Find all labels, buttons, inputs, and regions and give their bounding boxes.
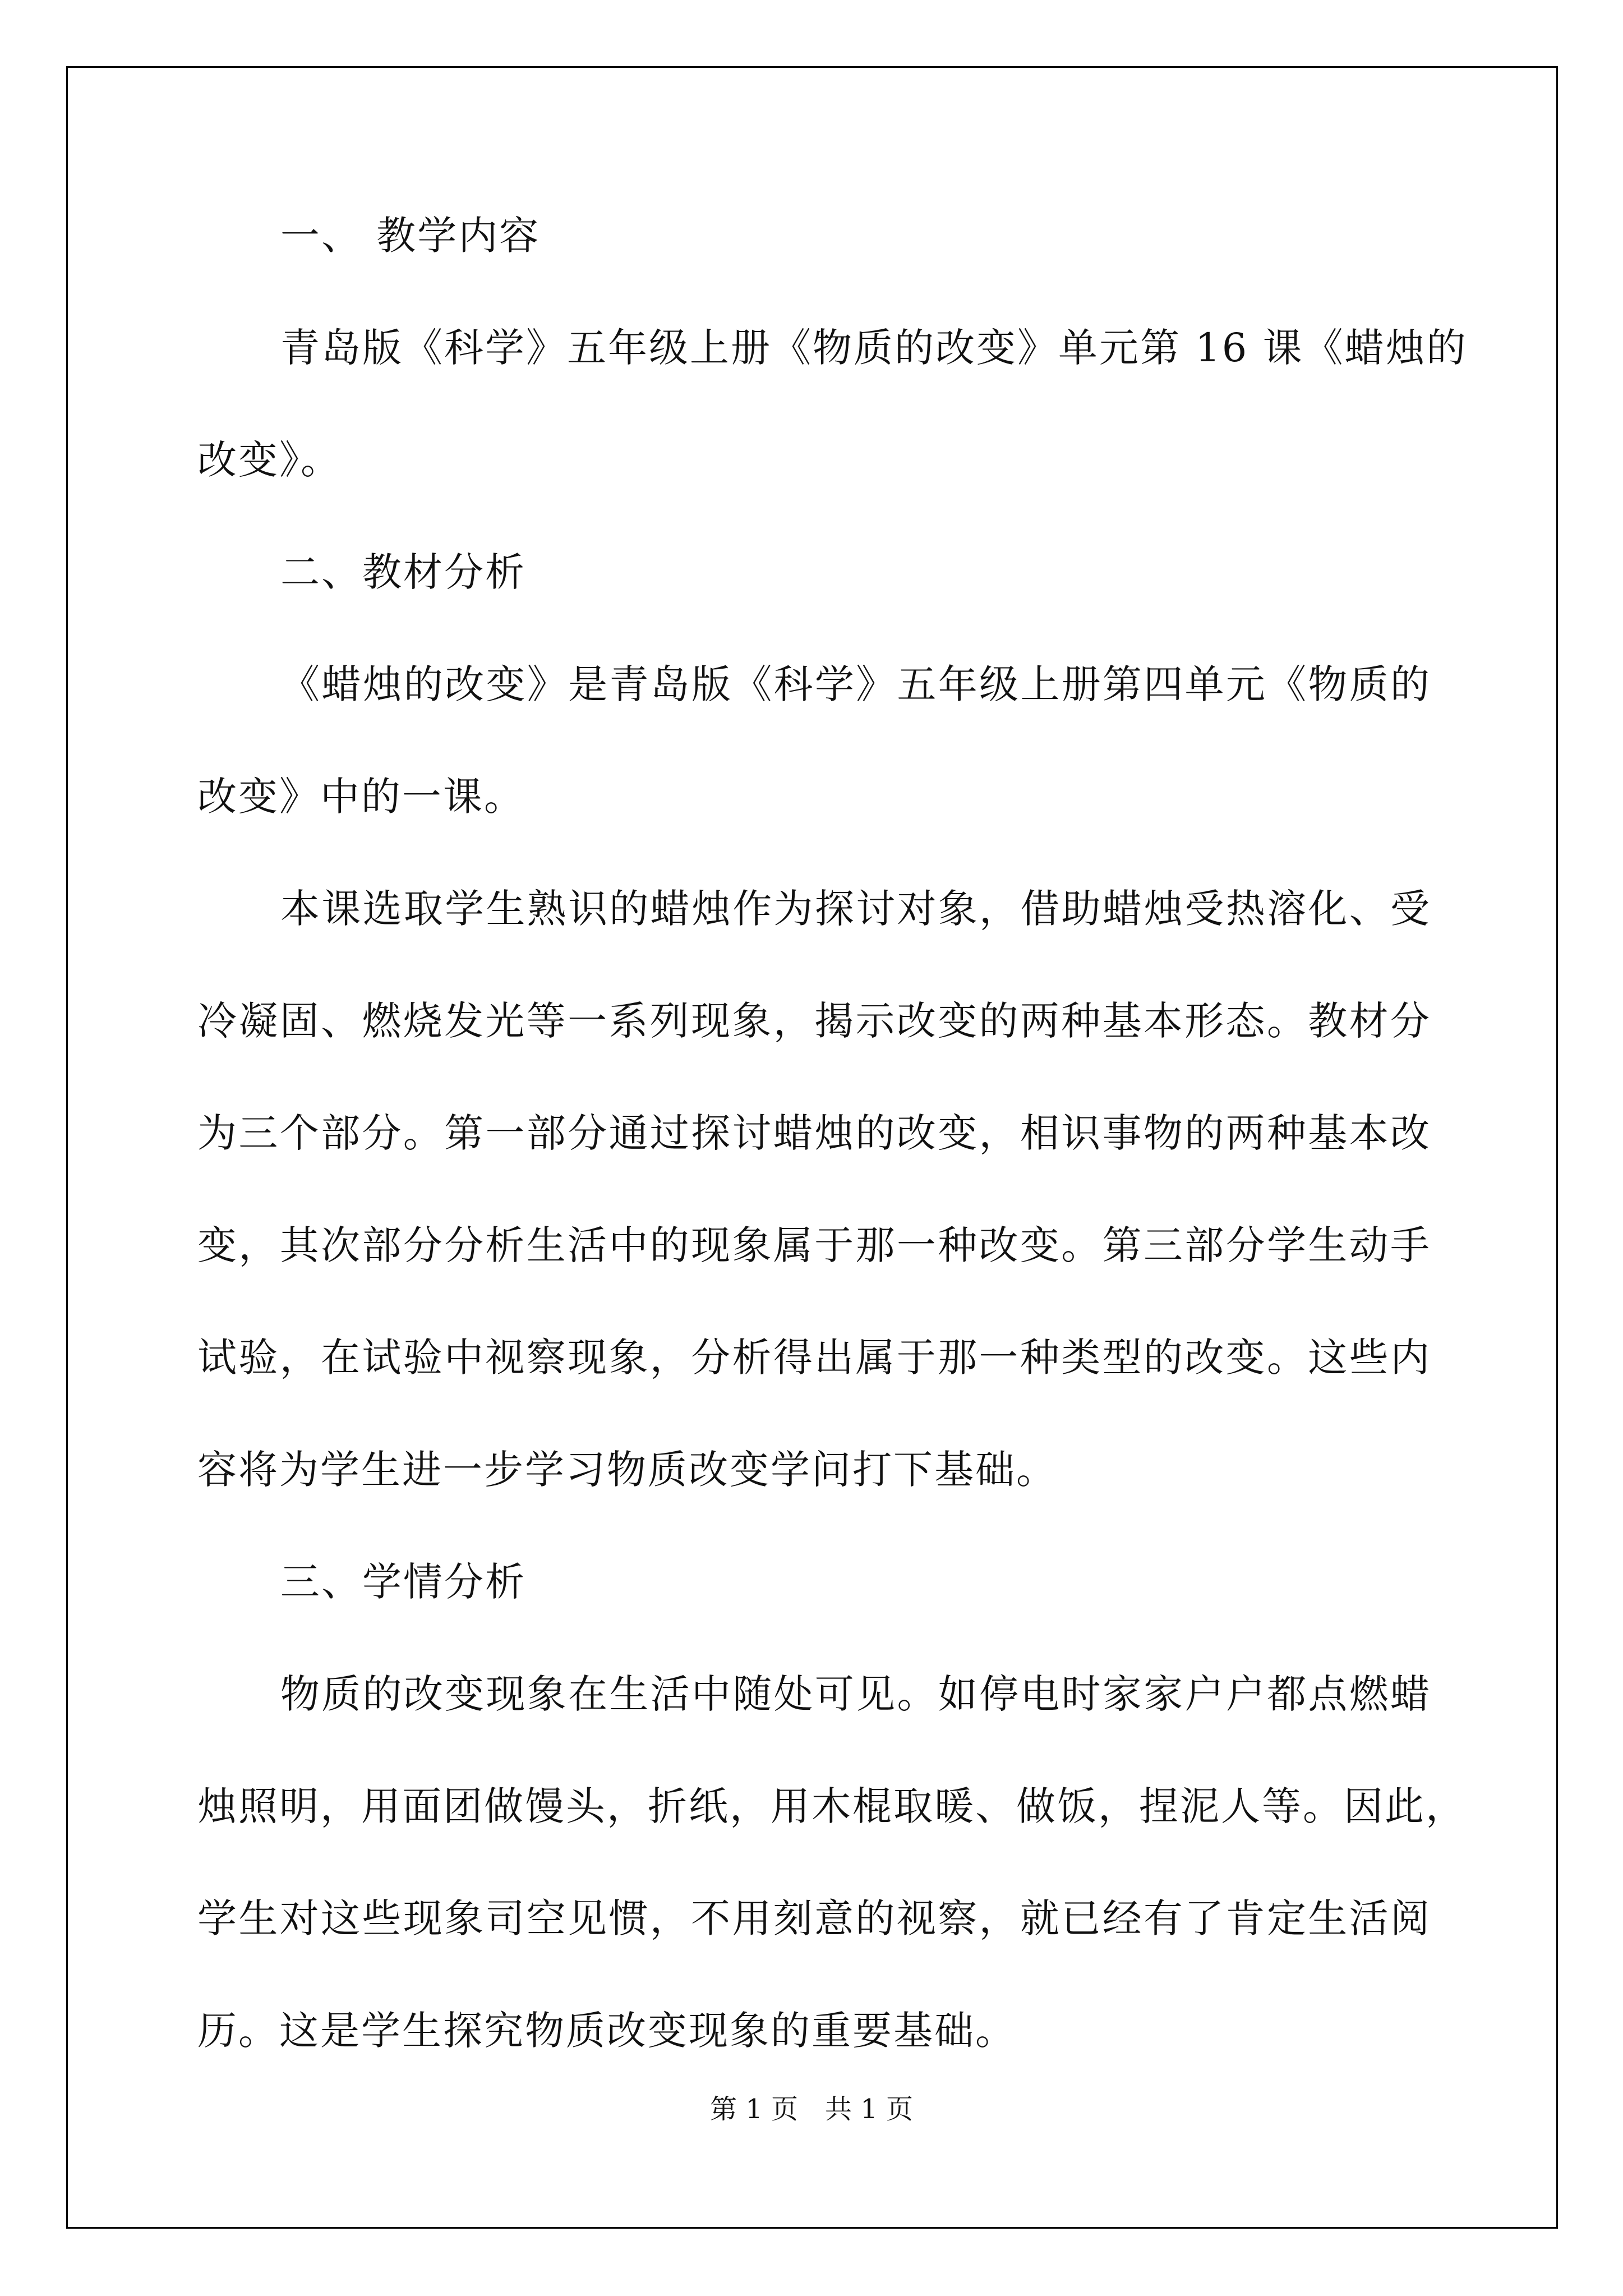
paragraph-line: 变，其次部分分析生活中的现象属于那一种改变。第三部分学生动手 [197,1222,1431,1268]
paragraph-line: 改变》。 [197,437,342,483]
paragraph-line: 《蜡烛的改变》是青岛版《科学》五年级上册第四单元《物质的 [280,661,1431,707]
page-number-footer: 第 1 页 共 1 页 [709,2093,914,2125]
paragraph-line: 容将为学生进一步学习物质改变学问打下基础。 [197,1447,1057,1493]
paragraph-line: 学生对这些现象司空见惯，不用刻意的视察，就已经有了肯定生活阅 [197,1895,1431,1941]
paragraph-line: 青岛版《科学》五年级上册《物质的改变》单元第 16 课《蜡烛的 [280,325,1468,371]
section-heading-material-analysis: 二、教材分析 [280,549,526,595]
paragraph-line: 历。这是学生探究物质改变现象的重要基础。 [197,2008,1016,2054]
section-heading-student-analysis: 三、学情分析 [280,1559,526,1605]
paragraph-line: 试验，在试验中视察现象，分析得出属于那一种类型的改变。这些内 [197,1335,1431,1381]
paragraph-line: 物质的改变现象在生活中随处可见。如停电时家家户户都点燃蜡 [280,1671,1431,1717]
paragraph-line: 冷凝固、燃烧发光等一系列现象，揭示改变的两种基本形态。教材分 [197,998,1431,1044]
paragraph-line: 本课选取学生熟识的蜡烛作为探讨对象，借助蜡烛受热溶化、受 [280,886,1431,932]
paragraph-line: 改变》中的一课。 [197,774,525,820]
section-heading-teaching-content: 一、 教学内容 [280,213,541,259]
paragraph-line: 为三个部分。第一部分通过探讨蜡烛的改变，相识事物的两种基本改 [197,1110,1431,1156]
paragraph-line: 烛照明，用面团做馒头，折纸，用木棍取暖、做饭，捏泥人等。因此， [197,1783,1467,1829]
